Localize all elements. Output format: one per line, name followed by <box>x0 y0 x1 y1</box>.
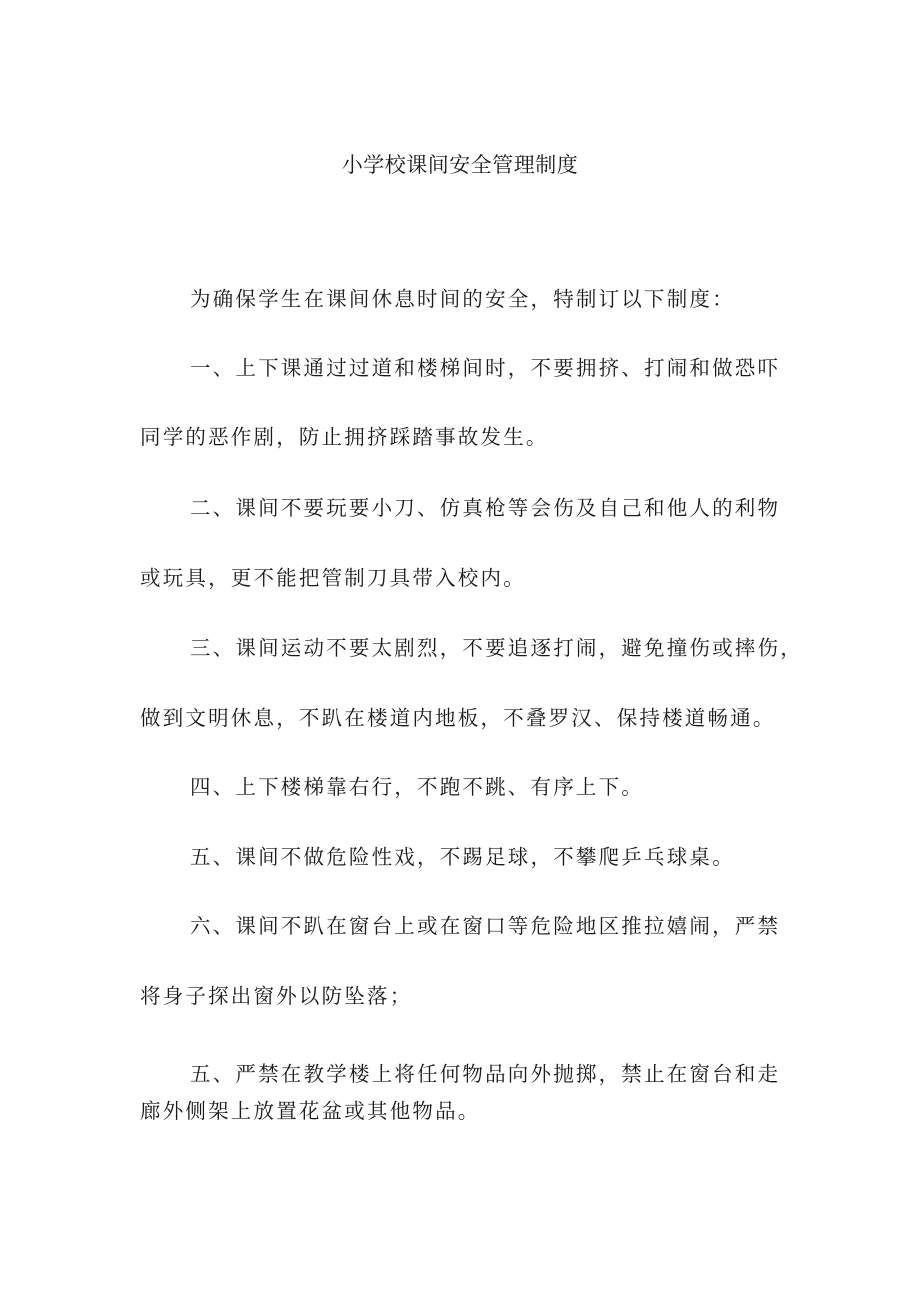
rule-7-line-2: 廊外侧架上放置花盆或其他物品。 <box>140 1099 481 1123</box>
rule-5-line: 五、课间不做危险性戏，不踢足球，不攀爬乒乓球桌。 <box>190 845 735 869</box>
rule-7-line-1: 五、严禁在教学楼上将任何物品向外抛掷，禁止在窗台和走 <box>190 1062 781 1086</box>
rule-4-line: 四、上下楼梯靠右行，不跑不跳、有序上下。 <box>190 775 644 799</box>
rule-3-line-1: 三、课间运动不要太剧烈，不要追逐打闹，避免撞伤或摔伤， <box>190 636 803 660</box>
rule-1-line-2: 同学的恶作剧，防止拥挤踩踏事故发生。 <box>140 425 549 449</box>
rule-3-line-2: 做到文明休息，不趴在楼道内地板，不叠罗汉、保持楼道畅通。 <box>140 706 776 730</box>
rule-6-line-1: 六、课间不趴在窗台上或在窗口等危险地区推拉嬉闹，严禁 <box>190 914 781 938</box>
rule-2-line-1: 二、课间不要玩要小刀、仿真枪等会伤及自己和他人的利物 <box>190 496 781 520</box>
rule-6-line-2: 将身子探出窗外以防坠落； <box>140 984 413 1008</box>
rule-2-line-2: 或玩具，更不能把管制刀具带入校内。 <box>140 566 526 590</box>
intro-line: 为确保学生在课间休息时间的安全，特制订以下制度： <box>190 287 735 311</box>
document-title: 小学校课间安全管理制度 <box>341 153 579 177</box>
rule-1-line-1: 一、上下课通过过道和楼梯间时，不要拥挤、打闹和做恐吓 <box>190 356 781 380</box>
